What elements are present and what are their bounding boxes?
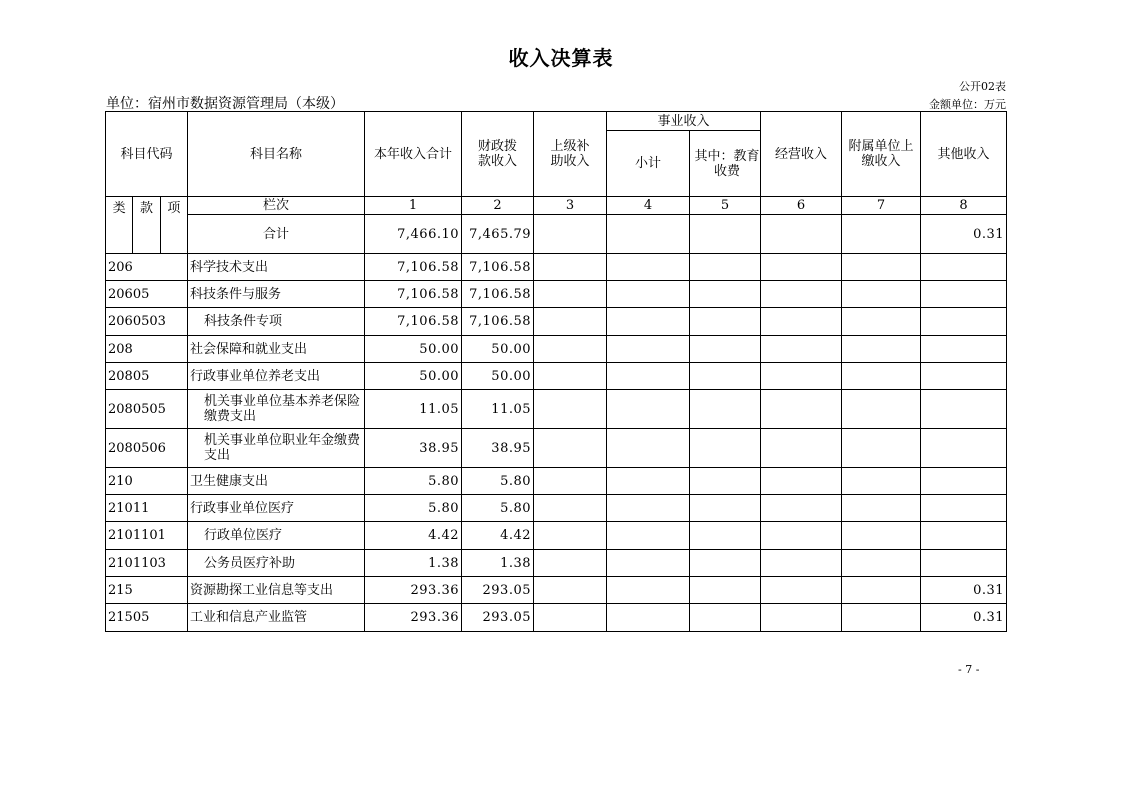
- row-total: 1.38: [365, 550, 462, 577]
- col-num-4: 4: [607, 197, 690, 215]
- row-total: 5.80: [365, 495, 462, 522]
- empty-cell: [690, 522, 761, 550]
- table-row: [106, 522, 1007, 550]
- row-other: [921, 308, 1007, 336]
- empty-cell: [534, 281, 607, 308]
- row-fiscal: 1.38: [462, 550, 534, 577]
- row-fiscal: 50.00: [462, 336, 534, 363]
- form-number: 公开02表: [959, 80, 1006, 93]
- empty-cell: [690, 429, 761, 468]
- page-number: - 7 -: [958, 663, 980, 676]
- col-num-2: 2: [462, 197, 534, 215]
- header-lanci: 栏次: [188, 197, 365, 215]
- empty-cell: [690, 281, 761, 308]
- empty-cell: [842, 604, 921, 632]
- row-name: 科学技术支出: [188, 254, 365, 281]
- empty-cell: [690, 495, 761, 522]
- row-name: 资源勘探工业信息等支出: [188, 577, 365, 604]
- empty-cell: [761, 281, 842, 308]
- row-name: 机关事业单位职业年金缴费支出: [188, 429, 365, 468]
- header-other: 其他收入: [921, 112, 1007, 197]
- empty-cell: [534, 522, 607, 550]
- header-xiang: 项: [167, 201, 181, 216]
- row-name: 公务员医疗补助: [188, 550, 365, 577]
- row-total: 293.36: [365, 604, 462, 632]
- empty-cell: [534, 308, 607, 336]
- table-row: [106, 604, 1007, 632]
- row-fiscal: 11.05: [462, 390, 534, 429]
- row-code: 21505: [106, 604, 188, 632]
- row-name: 卫生健康支出: [188, 468, 365, 495]
- row-name: 科技条件专项: [188, 308, 365, 336]
- col-num-8: 8: [921, 197, 1007, 215]
- empty-cell: [842, 550, 921, 577]
- row-fiscal: 293.05: [462, 577, 534, 604]
- row-total: 11.05: [365, 390, 462, 429]
- total-label: 合计: [188, 215, 365, 254]
- row-name: 机关事业单位基本养老保险缴费支出: [188, 390, 365, 429]
- header-lei-kuan-xiang: [106, 197, 188, 254]
- table-row: [106, 577, 1007, 604]
- empty-cell: [607, 254, 690, 281]
- row-fiscal: 7,106.58: [462, 308, 534, 336]
- total-fiscal: 7,465.79: [462, 215, 534, 254]
- total-total: 7,466.10: [365, 215, 462, 254]
- row-code: 2080505: [106, 390, 188, 429]
- row-fiscal: 5.80: [462, 468, 534, 495]
- empty-cell: [690, 336, 761, 363]
- empty-cell: [690, 577, 761, 604]
- empty-cell: [534, 254, 607, 281]
- empty-cell: [534, 390, 607, 429]
- empty-cell: [690, 604, 761, 632]
- row-total: 7,106.58: [365, 308, 462, 336]
- empty-cell: [842, 390, 921, 429]
- row-other: 0.31: [921, 604, 1007, 632]
- empty-cell: [761, 550, 842, 577]
- empty-cell: [534, 577, 607, 604]
- row-fiscal: 5.80: [462, 495, 534, 522]
- empty-cell: [534, 550, 607, 577]
- empty-cell: [534, 604, 607, 632]
- empty-cell: [534, 336, 607, 363]
- header-edu: 其中：教育收费: [690, 131, 761, 197]
- row-code: 2060503: [106, 308, 188, 336]
- empty-cell: [761, 336, 842, 363]
- table-row: [106, 254, 1007, 281]
- empty-cell: [607, 495, 690, 522]
- row-name: 工业和信息产业监管: [188, 604, 365, 632]
- empty-cell: [607, 550, 690, 577]
- row-other: [921, 254, 1007, 281]
- row-total: 4.42: [365, 522, 462, 550]
- row-code: 208: [106, 336, 188, 363]
- empty-cell: [842, 281, 921, 308]
- header-superior: 上级补助收入: [534, 112, 607, 197]
- row-code: 206: [106, 254, 188, 281]
- empty-cell: [607, 604, 690, 632]
- empty-cell: [761, 577, 842, 604]
- row-fiscal: 50.00: [462, 363, 534, 390]
- row-other: [921, 550, 1007, 577]
- table-row: [106, 336, 1007, 363]
- row-total: 50.00: [365, 363, 462, 390]
- empty-cell: [534, 468, 607, 495]
- row-code: 2080506: [106, 429, 188, 468]
- header-subtotal: 小计: [607, 131, 690, 197]
- empty-cell: [761, 522, 842, 550]
- row-name: 行政事业单位养老支出: [188, 363, 365, 390]
- empty-cell: [607, 336, 690, 363]
- row-code: 2101101: [106, 522, 188, 550]
- row-other: [921, 390, 1007, 429]
- row-code: 2101103: [106, 550, 188, 577]
- empty-cell: [607, 468, 690, 495]
- col-num-5: 5: [690, 197, 761, 215]
- empty-cell: [534, 495, 607, 522]
- empty-cell: [534, 363, 607, 390]
- empty-cell: [607, 522, 690, 550]
- empty-cell: [761, 495, 842, 522]
- empty-cell: [607, 281, 690, 308]
- row-fiscal: 293.05: [462, 604, 534, 632]
- empty-cell: [690, 550, 761, 577]
- row-name: 行政单位医疗: [188, 522, 365, 550]
- row-code: 215: [106, 577, 188, 604]
- money-unit: 金额单位：万元: [929, 98, 1006, 111]
- header-lei: 类: [106, 197, 133, 253]
- header-code: 科目代码: [106, 112, 188, 197]
- row-fiscal: 4.42: [462, 522, 534, 550]
- row-other: [921, 495, 1007, 522]
- table-row: [106, 308, 1007, 336]
- empty-cell: [607, 308, 690, 336]
- row-total: 38.95: [365, 429, 462, 468]
- empty-cell: [690, 363, 761, 390]
- row-other: [921, 429, 1007, 468]
- empty-cell: [842, 254, 921, 281]
- empty-cell: [690, 308, 761, 336]
- col-num-3: 3: [534, 197, 607, 215]
- empty-cell: [761, 363, 842, 390]
- table-row: [106, 429, 1007, 468]
- row-total: 50.00: [365, 336, 462, 363]
- empty-cell: [607, 577, 690, 604]
- empty-cell: [761, 308, 842, 336]
- empty-cell: [842, 363, 921, 390]
- row-other: [921, 468, 1007, 495]
- empty-cell: [761, 390, 842, 429]
- empty-cell: [842, 468, 921, 495]
- row-name: 社会保障和就业支出: [188, 336, 365, 363]
- row-other: [921, 363, 1007, 390]
- row-code: 21011: [106, 495, 188, 522]
- header-total: 本年收入合计: [365, 112, 462, 197]
- total-other: 0.31: [921, 215, 1007, 254]
- empty-cell: [842, 577, 921, 604]
- empty-cell: [607, 429, 690, 468]
- table-row: [106, 468, 1007, 495]
- empty-cell: [690, 390, 761, 429]
- row-other: [921, 522, 1007, 550]
- col-num-7: 7: [842, 197, 921, 215]
- row-code: 20805: [106, 363, 188, 390]
- row-name: 行政事业单位医疗: [188, 495, 365, 522]
- empty-cell: [842, 495, 921, 522]
- col-num-1: 1: [365, 197, 462, 215]
- empty-cell: [842, 336, 921, 363]
- empty-cell: [534, 429, 607, 468]
- header-operating: 经营收入: [761, 112, 842, 197]
- row-code: 210: [106, 468, 188, 495]
- empty-cell: [607, 363, 690, 390]
- empty-cell: [761, 468, 842, 495]
- empty-cell: [761, 429, 842, 468]
- row-total: 293.36: [365, 577, 462, 604]
- row-other: [921, 336, 1007, 363]
- row-fiscal: 7,106.58: [462, 254, 534, 281]
- header-fiscal: 财政拨款收入: [462, 112, 534, 197]
- header-affiliated: 附属单位上缴收入: [842, 112, 921, 197]
- row-other: [921, 281, 1007, 308]
- row-fiscal: 7,106.58: [462, 281, 534, 308]
- table-row: [106, 495, 1007, 522]
- empty-cell: [607, 390, 690, 429]
- page-title: 收入决算表: [508, 46, 614, 70]
- empty-cell: [761, 604, 842, 632]
- row-other: 0.31: [921, 577, 1007, 604]
- table-row: [106, 281, 1007, 308]
- empty-cell: [842, 522, 921, 550]
- row-total: 5.80: [365, 468, 462, 495]
- col-num-6: 6: [761, 197, 842, 215]
- header-kuan: 款: [133, 197, 160, 253]
- row-total: 7,106.58: [365, 281, 462, 308]
- income-table: [105, 111, 1007, 632]
- table-row: [106, 363, 1007, 390]
- empty-cell: [842, 429, 921, 468]
- row-total: 7,106.58: [365, 254, 462, 281]
- empty-cell: [690, 468, 761, 495]
- empty-cell: [690, 254, 761, 281]
- table-row: [106, 550, 1007, 577]
- header-business: 事业收入: [607, 112, 761, 131]
- empty-cell: [761, 254, 842, 281]
- header-name: 科目名称: [188, 112, 365, 197]
- table-row: [106, 390, 1007, 429]
- row-name: 科技条件与服务: [188, 281, 365, 308]
- row-code: 20605: [106, 281, 188, 308]
- empty-cell: [842, 308, 921, 336]
- unit-label: 单位：宿州市数据资源管理局（本级）: [106, 96, 344, 112]
- row-fiscal: 38.95: [462, 429, 534, 468]
